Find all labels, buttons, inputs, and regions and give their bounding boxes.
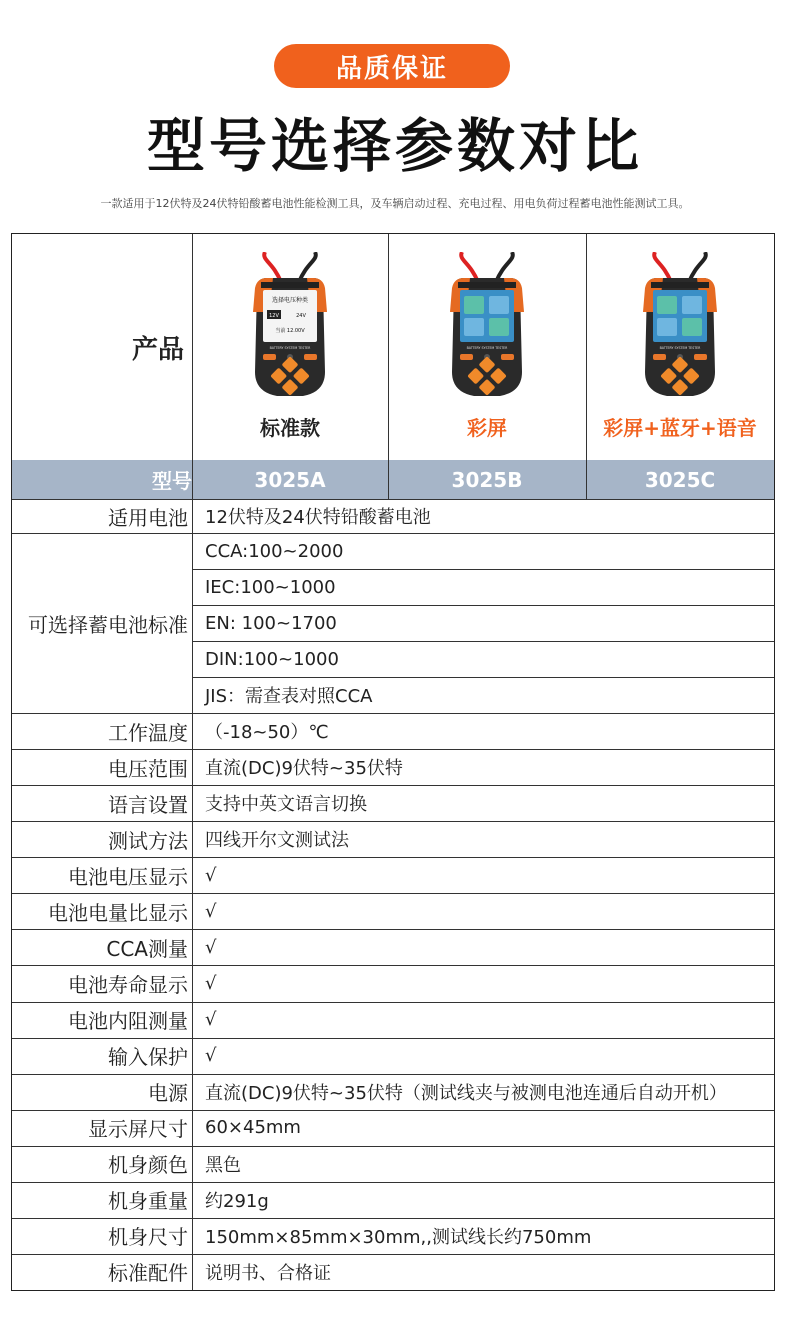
svg-text:12V: 12V [269, 313, 279, 319]
svg-text:24V: 24V [296, 313, 306, 319]
spec-row-6-value: √ [205, 936, 217, 958]
spec-row-0-value: （-18~50）℃ [205, 722, 329, 744]
svg-text:BATTERY SYSTEM TESTER: BATTERY SYSTEM TESTER [269, 346, 311, 350]
spec-row-0-label: 工作温度 [108, 720, 188, 745]
row-divider [12, 929, 774, 930]
spec-row-12-label: 机身颜色 [108, 1153, 188, 1178]
row-divider [12, 857, 774, 858]
spec-row-3-label: 测试方法 [108, 828, 188, 853]
battery-standard-label: 可选择蓄电池标准 [28, 612, 188, 637]
spec-row-15-value: 说明书、合格证 [205, 1262, 331, 1284]
page-title: 型号选择参数对比 [146, 112, 643, 180]
column-divider [192, 234, 193, 499]
spec-row-9-label: 输入保护 [108, 1045, 188, 1070]
spec-row-4-value: √ [205, 864, 217, 886]
model-header-label: 型号 [152, 469, 192, 493]
row-divider [12, 965, 774, 966]
battery-type-value: 12伏特及24伏特铅酸蓄电池 [205, 507, 431, 528]
battery-tester-image [633, 252, 727, 404]
spec-row-11-label: 显示屏尺寸 [88, 1117, 188, 1142]
product-cell-3025a [192, 234, 388, 460]
spec-row-4-label: 电池电压显示 [68, 864, 188, 889]
spec-row-13-value: 约291g [205, 1190, 269, 1212]
row-divider [12, 821, 774, 822]
row-divider [12, 749, 774, 750]
spec-row-14-label: 机身尺寸 [108, 1225, 188, 1250]
spec-row-5-value: √ [205, 900, 217, 922]
row-divider [12, 893, 774, 894]
row-divider [12, 1074, 774, 1075]
battery-standard-value: JIS：需查表对照CCA [205, 686, 373, 707]
spec-row-1-label: 电压范围 [108, 756, 188, 781]
model-number: 3025B [451, 467, 523, 492]
row-divider [12, 1146, 774, 1147]
spec-row-6-label: CCA测量 [106, 936, 188, 961]
column-divider [586, 234, 587, 499]
product-cell-3025c [586, 234, 774, 460]
row-divider [12, 1254, 774, 1255]
battery-standard-value: IEC:100~1000 [205, 576, 336, 598]
row-divider [12, 1218, 774, 1219]
row-divider [12, 1002, 774, 1003]
spec-row-13-label: 机身重量 [108, 1189, 188, 1214]
svg-text:当前 12.00V: 当前 12.00V [275, 328, 305, 334]
row-divider [12, 785, 774, 786]
model-number: 3025C [644, 467, 716, 492]
spec-row-2-label: 语言设置 [108, 792, 188, 817]
spec-row-15-label: 标准配件 [108, 1261, 188, 1286]
row-divider [12, 713, 774, 714]
spec-row-14-value: 150mm×85mm×30mm,,测试线长约750mm [205, 1226, 592, 1248]
quality-badge: 品质保证 [274, 44, 510, 88]
row-divider [12, 1110, 774, 1111]
spec-row-12-value: 黑色 [205, 1154, 241, 1176]
spec-row-8-value: √ [205, 1009, 217, 1031]
label-column-divider [192, 499, 193, 1290]
column-divider [388, 234, 389, 499]
battery-type-label: 适用电池 [108, 505, 188, 530]
svg-text:BATTERY SYSTEM TESTER: BATTERY SYSTEM TESTER [466, 346, 508, 350]
spec-row-3-value: 四线开尔文测试法 [205, 830, 349, 852]
battery-standard-value: DIN:100~1000 [205, 648, 339, 670]
product-header-label: 产品 [131, 334, 184, 365]
product-cell-3025b [388, 234, 586, 460]
spec-row-7-label: 电池寿命显示 [68, 972, 188, 997]
product-name: 标准款 [260, 416, 320, 440]
comparison-table [11, 233, 775, 1291]
model-number: 3025A [254, 467, 326, 492]
row-divider [12, 499, 774, 500]
row-divider [12, 1182, 774, 1183]
product-name: 彩屏+蓝牙+语音 [603, 416, 757, 440]
battery-standard-value: CCA:100~2000 [205, 540, 344, 562]
spec-row-2-value: 支持中英文语言切换 [205, 794, 367, 816]
spec-row-7-value: √ [205, 972, 217, 994]
spec-row-10-value: 直流(DC)9伏特~35伏特（测试线夹与被测电池连通后自动开机） [205, 1082, 727, 1104]
page-subtitle: 一款适用于12伏特及24伏特铅酸蓄电池性能检测工具，及车辆启动过程、充电过程、用电负荷过程蓄电池性能测试工具。 [100, 197, 690, 210]
spec-row-11-value: 60×45mm [205, 1117, 301, 1139]
spec-row-10-label: 电源 [148, 1081, 188, 1106]
spec-row-8-label: 电池内阻测量 [68, 1009, 188, 1034]
svg-text:BATTERY SYSTEM TESTER: BATTERY SYSTEM TESTER [659, 346, 701, 350]
battery-tester-image [243, 252, 337, 404]
battery-standard-value: EN: 100~1700 [205, 612, 337, 634]
battery-tester-image [440, 252, 534, 404]
spec-row-9-value: √ [205, 1045, 217, 1067]
row-divider [12, 1038, 774, 1039]
svg-text:选择电压种类: 选择电压种类 [271, 297, 309, 304]
spec-row-5-label: 电池电量比显示 [48, 900, 188, 925]
spec-row-1-value: 直流(DC)9伏特~35伏特 [205, 758, 403, 780]
product-name: 彩屏 [467, 416, 507, 440]
